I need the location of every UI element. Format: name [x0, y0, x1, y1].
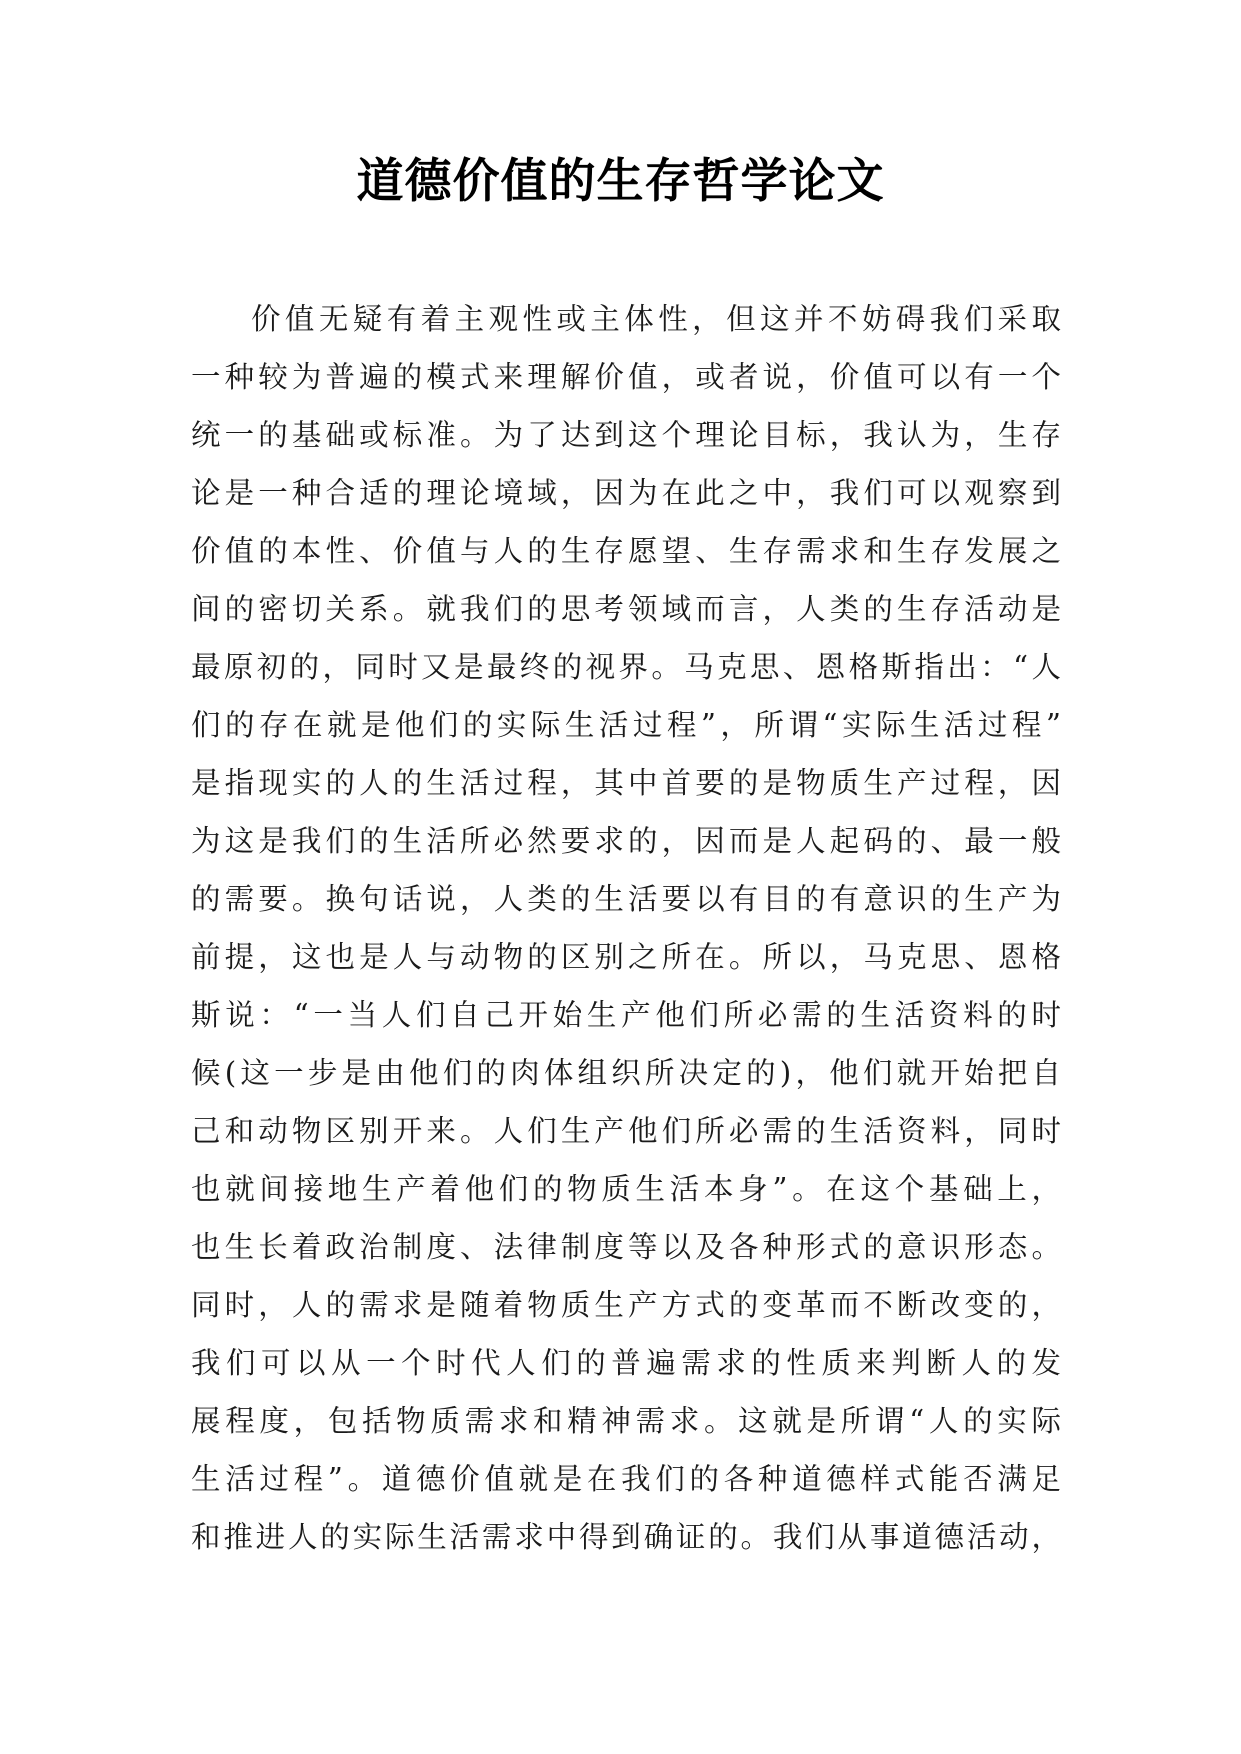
text-line: 我们可以从一个时代人们的普遍需求的性质来判断人的发 [191, 1346, 1061, 1380]
text-line: 和推进人的实际生活需求中得到确证的。我们从事道德活动， [191, 1520, 1061, 1554]
document-title: 道德价值的生存哲学论文 [356, 154, 885, 209]
text-line: 同时，人的需求是随着物质生产方式的变革而不断改变的， [191, 1288, 1061, 1322]
text-line: 候(这一步是由他们的肉体组织所决定的)，他们就开始把自 [191, 1056, 1061, 1090]
text-line: 展程度，包括物质需求和精神需求。这就是所谓“人的实际 [191, 1404, 1061, 1438]
text-line: 为这是我们的生活所必然要求的，因而是人起码的、最一般 [191, 824, 1061, 858]
text-line: 统一的基础或标准。为了达到这个理论目标，我认为，生存 [191, 418, 1061, 452]
text-line: 前提，这也是人与动物的区别之所在。所以，马克思、恩格 [191, 940, 1061, 974]
text-line: 间的密切关系。就我们的思考领域而言，人类的生存活动是 [191, 592, 1061, 626]
text-line: 价值无疑有着主观性或主体性，但这并不妨碍我们采取 [251, 302, 1061, 336]
document-body [191, 290, 1061, 1566]
text-line: 己和动物区别开来。人们生产他们所必需的生活资料，同时 [191, 1114, 1061, 1148]
text-line: 是指现实的人的生活过程，其中首要的是物质生产过程，因 [191, 766, 1061, 800]
text-line: 斯说：“一当人们自己开始生产他们所必需的生活资料的时 [191, 998, 1061, 1032]
text-line: 也就间接地生产着他们的物质生活本身”。在这个基础上， [191, 1172, 1061, 1206]
text-line: 论是一种合适的理论境域，因为在此之中，我们可以观察到 [191, 476, 1061, 510]
text-line: 最原初的，同时又是最终的视界。马克思、恩格斯指出：“人 [191, 650, 1061, 684]
text-line: 们的存在就是他们的实际生活过程”，所谓“实际生活过程” [191, 708, 1061, 742]
text-line: 也生长着政治制度、法律制度等以及各种形式的意识形态。 [191, 1230, 1061, 1264]
text-line: 生活过程”。道德价值就是在我们的各种道德样式能否满足 [191, 1462, 1061, 1496]
text-line: 的需要。换句话说，人类的生活要以有目的有意识的生产为 [191, 882, 1061, 916]
text-line: 价值的本性、价值与人的生存愿望、生存需求和生存发展之 [191, 534, 1061, 568]
text-line: 一种较为普遍的模式来理解价值，或者说，价值可以有一个 [191, 360, 1061, 394]
